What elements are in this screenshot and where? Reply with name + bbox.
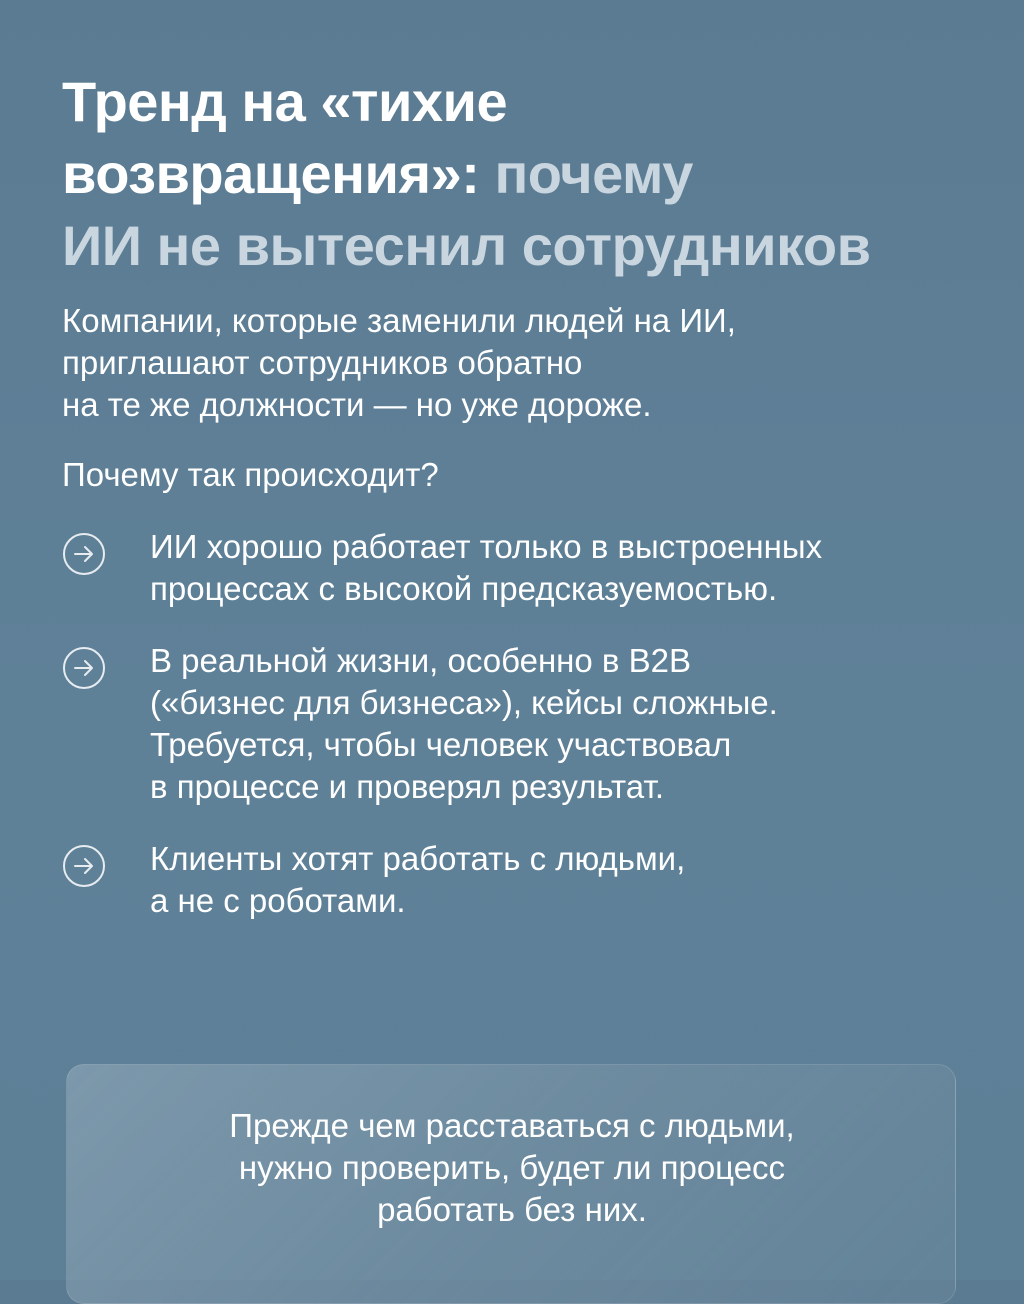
- callout-card: [66, 1064, 956, 1304]
- bullet-line: Требуется, чтобы человек участвовал: [150, 726, 732, 763]
- intro-line: на те же должности — но уже дороже.: [62, 386, 652, 423]
- bullet-text: [150, 838, 962, 922]
- bullet-text: [150, 640, 962, 808]
- bullet-line: процессах с высокой предсказуемостью.: [150, 570, 778, 607]
- question-heading: Почему так происходит?: [62, 456, 439, 493]
- bullet-line: Клиенты хотят работать с людьми,: [150, 840, 686, 877]
- intro-line: Компании, которые заменили людей на ИИ,: [62, 302, 736, 339]
- intro-paragraph: [62, 300, 962, 426]
- bullet-line: В реальной жизни, особенно в B2B: [150, 642, 692, 679]
- arrow-right-circle-icon: [62, 844, 106, 888]
- title-line-3: ИИ не вытеснил сотрудников: [62, 214, 871, 277]
- bullet-line: ИИ хорошо работает только в выстроенных: [150, 528, 823, 565]
- title-line-2-highlight: возвращения»:: [62, 142, 480, 205]
- callout-line: работать без них.: [377, 1191, 647, 1228]
- bullet-line: («бизнес для бизнеса»), кейсы сложные.: [150, 684, 778, 721]
- bullet-line: в процессе и проверял результат.: [150, 768, 665, 805]
- callout-line: нужно проверить, будет ли процесс: [238, 1149, 786, 1186]
- callout-line: Прежде чем расставаться с людьми,: [229, 1107, 795, 1144]
- callout-text: [67, 1105, 957, 1231]
- title-line-1: Тренд на «тихие: [62, 70, 508, 133]
- arrow-right-circle-icon: [62, 646, 106, 690]
- intro-line: приглашают сотрудников обратно: [62, 344, 583, 381]
- arrow-right-circle-icon: [62, 532, 106, 576]
- title-line-2-muted: почему: [479, 142, 693, 205]
- bullet-text: [150, 526, 962, 610]
- page-title: [62, 66, 962, 282]
- bullet-line: а не с роботами.: [150, 882, 406, 919]
